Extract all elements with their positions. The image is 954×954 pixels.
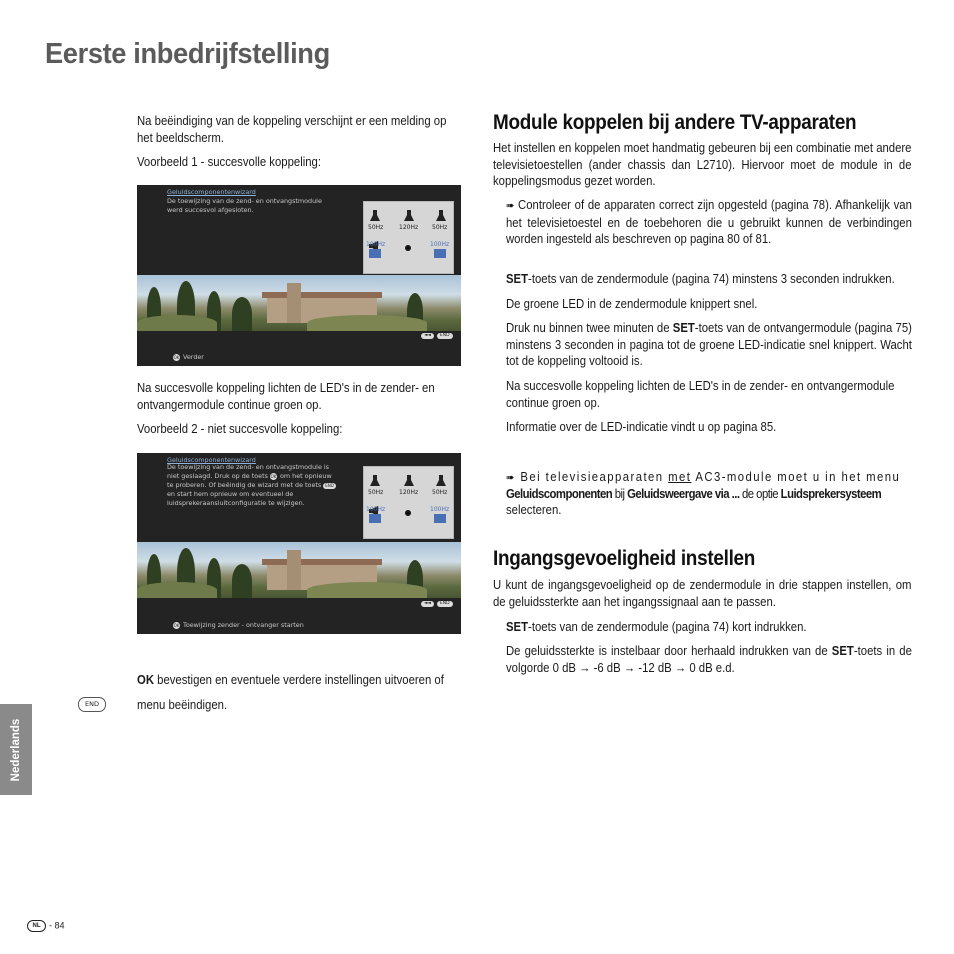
listener-position-icon — [405, 245, 411, 251]
paragraph: Na succesvolle koppeling lichten de LED's in de zender- en ontvangermodule continue groen op. — [506, 379, 895, 410]
ok-icon: OK — [173, 354, 180, 360]
paragraph-text: De geluidssterkte is instelbaar door herhaald indrukken van de — [506, 644, 832, 658]
set-key: SET — [506, 272, 529, 286]
paragraph-text: -toets van de zendermodule (pagina 74) minstens 3 seconden indrukken. — [528, 272, 895, 286]
ok-icon: OK — [173, 622, 180, 628]
wizard-title: Geluidscomponentenwizard — [167, 188, 256, 196]
set-key: SET — [506, 620, 529, 634]
freq-label: 50Hz — [368, 224, 384, 231]
note-text: Bei televisieapparaten — [515, 470, 669, 484]
set-key: SET — [672, 321, 695, 335]
page-footer — [27, 920, 65, 932]
wizard-message-line: De toewijzing van de zend- en ontvangstmodule — [167, 197, 322, 205]
listener-position-icon — [405, 510, 411, 516]
speaker-icon — [436, 475, 446, 487]
menu-item-label: Geluidsweergave via ... — [627, 487, 740, 501]
end-button-icon: END — [437, 333, 453, 339]
heading-input-sensitivity: Ingangsgevoeligheid instellen — [493, 547, 756, 570]
subwoofer-label: 100Hz — [430, 241, 450, 248]
example2-label: Voorbeeld 2 - niet succesvolle koppeling: — [137, 422, 343, 436]
ok-icon: OK — [270, 473, 277, 479]
paragraph-note — [506, 197, 912, 248]
language-side-tab — [0, 704, 32, 795]
paragraph-text: -toets van de zendermodule (pagina 74) kort indrukken. — [528, 620, 807, 634]
subwoofer-icon — [434, 249, 446, 258]
subwoofer-icon — [369, 249, 381, 258]
subwoofer-icon — [434, 514, 446, 523]
remote-button-row — [418, 333, 453, 339]
nl-badge: NL — [27, 920, 46, 932]
rewind-button: ◄◄ — [421, 601, 434, 607]
example1-label: Voorbeeld 1 - succesvolle koppeling: — [137, 155, 321, 169]
paragraph: Het instellen en koppelen moet handmatig gebeuren bij een combinatie met andere televisietoestellen (ander chassis dan L2710). Hiervoor moet de module in de koppelingsmodus gezet worden. — [493, 141, 912, 188]
wizard-message-line: te proberen. Of beëindig de wizard met de toets END — [167, 481, 334, 489]
freq-label: 120Hz — [399, 489, 419, 496]
wizard-title: Geluidscomponentenwizard — [167, 456, 256, 464]
paragraph — [506, 271, 912, 288]
note-text: AC3-module moet u in het menu — [691, 470, 901, 484]
paragraph: U kunt de ingangsgevoeligheid op de zendermodule in drie stappen instellen, om de geluidssterkte aan het ingangssignaal aan te passen. — [493, 578, 912, 609]
wizard-message — [167, 463, 336, 508]
continue-label: Verder — [183, 353, 204, 361]
subwoofer-label: 100Hz — [366, 506, 386, 513]
start-pairing-label: Toewijzing zender - ontvanger starten — [183, 621, 304, 629]
language-label: Nederlands — [10, 718, 22, 781]
intro-text: Na beëindiging van de koppeling verschijnt er een melding op het beeldscherm. — [137, 114, 447, 145]
wizard-message-line: niet geslaagd. Druk op de toets OK om het opnieuw — [167, 472, 332, 480]
subwoofer-label: 100Hz — [430, 506, 450, 513]
paragraph-text: -toets van de ontvangermodule (pagina 75) minstens 3 seconden in pagina tot de groene LED-indicatie snel knippert. Wacht tot de koppeling voltooid is. — [506, 321, 912, 368]
remote-button-row — [418, 601, 453, 607]
tv-picture-landscape — [137, 542, 461, 598]
freq-label: 50Hz — [432, 489, 448, 496]
note-arrow-icon: ➠ — [506, 199, 515, 212]
wizard-footer — [173, 621, 304, 629]
menu-item-label: Luidsprekersysteem — [780, 487, 882, 501]
set-key: SET — [831, 644, 854, 658]
wizard-message-line: en start hem opnieuw om eventueel de — [167, 490, 294, 498]
ok-instruction-text: bevestigen en eventuele verdere instellingen uitvoeren of — [154, 673, 444, 687]
paragraph — [506, 619, 912, 636]
paragraph-text: -toets in de volgorde 0 dB → -6 dB → -12 dB → 0 dB e.d. — [506, 644, 912, 675]
wizard-message-line: luidsprekeraansluitconfiguratie te wijzigen. — [167, 499, 305, 507]
speaker-icon — [370, 475, 380, 487]
wizard-message-line: werd succesvol afgesloten. — [167, 206, 254, 214]
note-text: Controleer of de apparaten correct zijn opgesteld (pagina 78). Afhankelijk van het televisietoestel en de toebehoren die u gebruikt kunnen de verbindingen worden ingesteld als beschreven op pagina 80 of 81. — [506, 198, 912, 246]
page-number: - 84 — [49, 920, 65, 931]
paragraph-text: Druk nu binnen twee minuten de — [506, 321, 673, 335]
after-success-text: Na succesvolle koppeling lichten de LED's in de zender- en ontvangermodule continue groen op. — [137, 381, 435, 412]
freq-label: 50Hz — [432, 224, 448, 231]
paragraph: Informatie over de LED-indicatie vindt u op pagina 85. — [506, 420, 777, 434]
paragraph-note — [506, 469, 912, 487]
end-icon: END — [325, 483, 334, 488]
note-text: bij — [612, 487, 628, 501]
speaker-icon — [404, 210, 414, 222]
wizard-message-line: De toewijzing van de zend- en ontvangstmodule is — [167, 463, 330, 471]
speaker-icon — [370, 210, 380, 222]
ok-instruction — [137, 672, 461, 689]
rewind-button: ◄◄ — [421, 333, 434, 339]
heading-module-pairing: Module koppelen bij andere TV-apparaten — [493, 111, 857, 134]
paragraph: De groene LED in de zendermodule knippert snel. — [506, 297, 758, 311]
paragraph — [506, 643, 912, 676]
tv-screen-success — [137, 185, 461, 366]
subwoofer-label: 100Hz — [366, 241, 386, 248]
freq-label: 50Hz — [368, 489, 384, 496]
freq-label: 120Hz — [399, 224, 419, 231]
note-text: met — [668, 470, 692, 484]
menu-item-label: Geluidscomponenten — [506, 487, 613, 501]
paragraph — [506, 320, 912, 370]
speaker-config-panel — [363, 201, 454, 274]
speaker-config-panel — [363, 466, 454, 539]
ok-key: OK — [137, 673, 155, 687]
subwoofer-icon — [369, 514, 381, 523]
paragraph-note: selecteren. — [506, 503, 562, 517]
page-title: Eerste inbedrijfstelling — [45, 38, 330, 70]
speaker-icon — [436, 210, 446, 222]
end-instruction: menu beëindigen. — [137, 698, 228, 712]
tv-picture-landscape — [137, 275, 461, 331]
paragraph-note — [506, 486, 929, 503]
end-button-icon: END — [437, 601, 453, 607]
wizard-message — [167, 197, 322, 215]
end-key-icon: END — [78, 697, 106, 712]
speaker-icon — [404, 475, 414, 487]
wizard-footer — [173, 353, 204, 361]
note-text: de optie — [739, 487, 781, 501]
note-arrow-icon: ➠ — [506, 471, 516, 484]
tv-screen-failure — [137, 453, 461, 634]
